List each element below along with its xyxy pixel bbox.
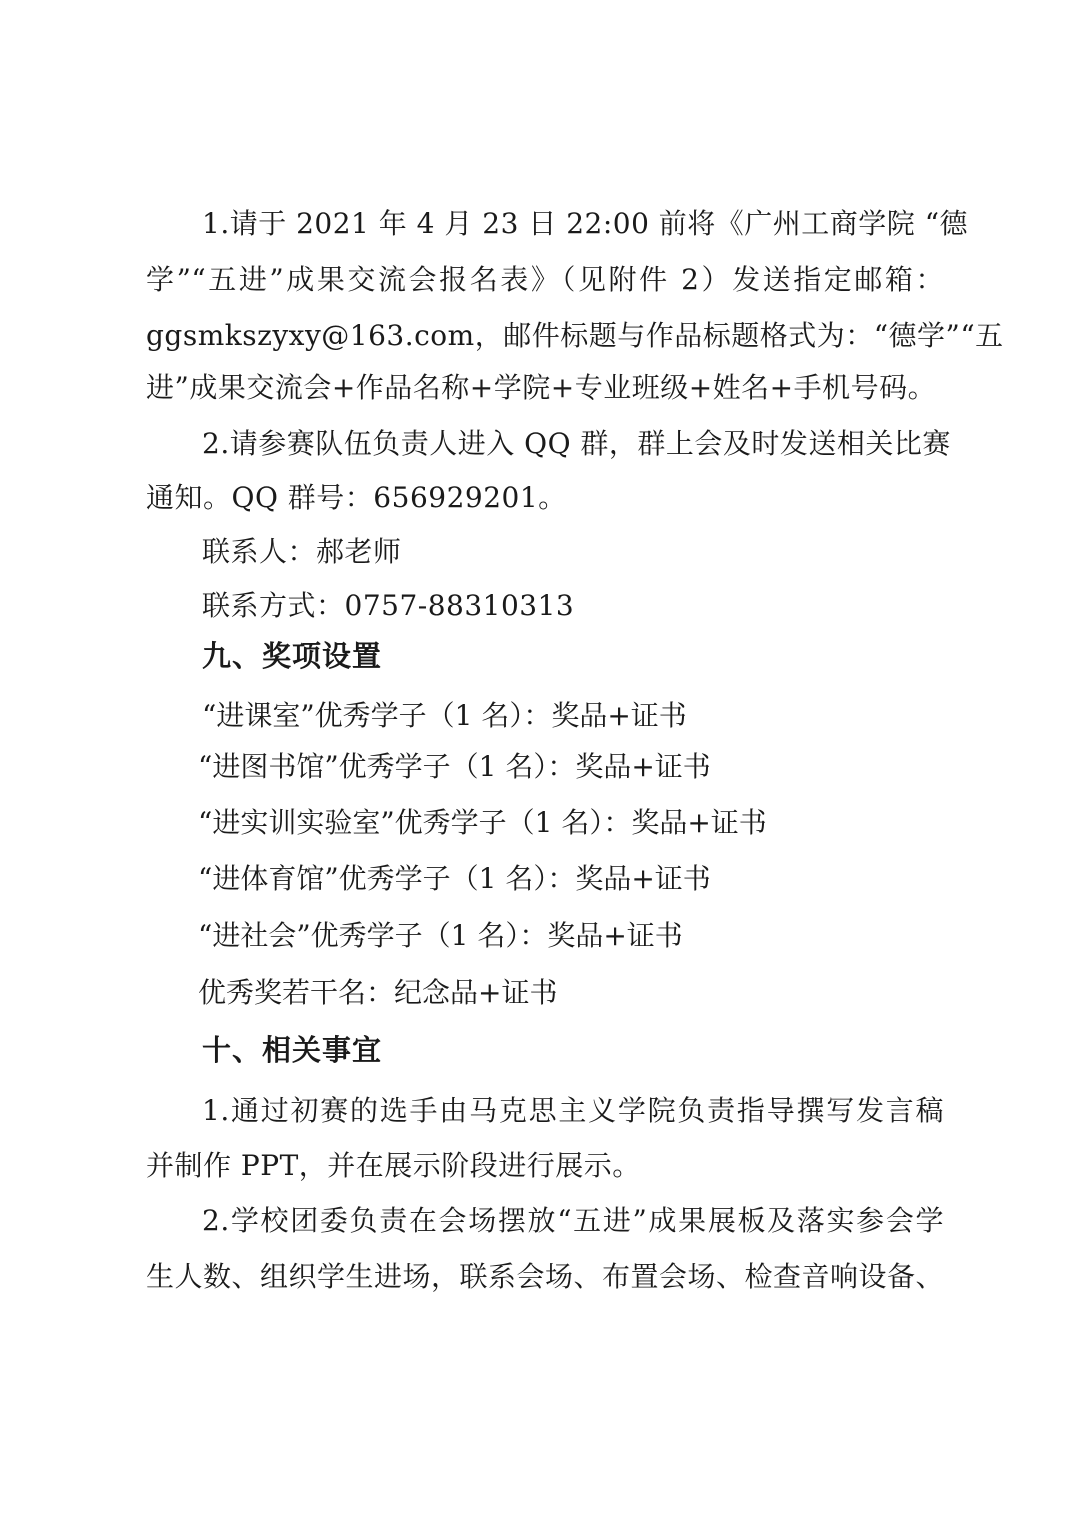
p-speech-line-2: 并制作 PPT，并在展示阶段进行展示。 (146, 1149, 641, 1182)
award-item-society: “进社会”优秀学子（1 名）：奖品+证书 (198, 919, 683, 952)
heading-related-matters: 十、相关事宜 (202, 1033, 383, 1067)
award-item-gym: “进体育馆”优秀学子（1 名）：奖品+证书 (198, 862, 711, 895)
contact-person: 联系人：郝老师 (202, 535, 402, 568)
award-item-library: “进图书馆”优秀学子（1 名）：奖品+证书 (198, 750, 711, 783)
p-registration-line-4: 进”成果交流会+作品名称+学院+专业班级+姓名+手机号码。 (146, 371, 937, 404)
p-qq-group-line-2: 通知。QQ 群号：656929201。 (146, 481, 567, 514)
p-qq-group-line-1: 2.请参赛队伍负责人进入 QQ 群，群上会及时发送相关比赛 (202, 427, 951, 460)
contact-method: 联系方式：0757-88310313 (202, 589, 575, 622)
p-registration-line-2: 学”“五进”成果交流会报名表》（见附件 2）发送指定邮箱： (146, 263, 944, 296)
heading-awards: 九、奖项设置 (202, 639, 383, 673)
p-league-line-2: 生人数、组织学生进场，联系会场、布置会场、检查音响设备、 (146, 1260, 945, 1293)
p-league-line-1: 2.学校团委负责在会场摆放“五进”成果展板及落实参会学 (202, 1204, 944, 1237)
p-registration-line-1: 1.请于 2021 年 4 月 23 日 22:00 前将《广州工商学院 “德 (202, 207, 969, 240)
award-item-lab: “进实训实验室”优秀学子（1 名）：奖品+证书 (198, 806, 767, 839)
p-registration-line-3: ggsmkszyxy@163.com，邮件标题与作品标题格式为：“德学”“五 (146, 319, 1004, 352)
award-item-classroom: “进课室”优秀学子（1 名）：奖品+证书 (202, 699, 687, 732)
award-item-excellence: 优秀奖若干名：纪念品+证书 (198, 976, 558, 1009)
p-speech-line-1: 1.通过初赛的选手由马克思主义学院负责指导撰写发言稿 (202, 1094, 944, 1127)
